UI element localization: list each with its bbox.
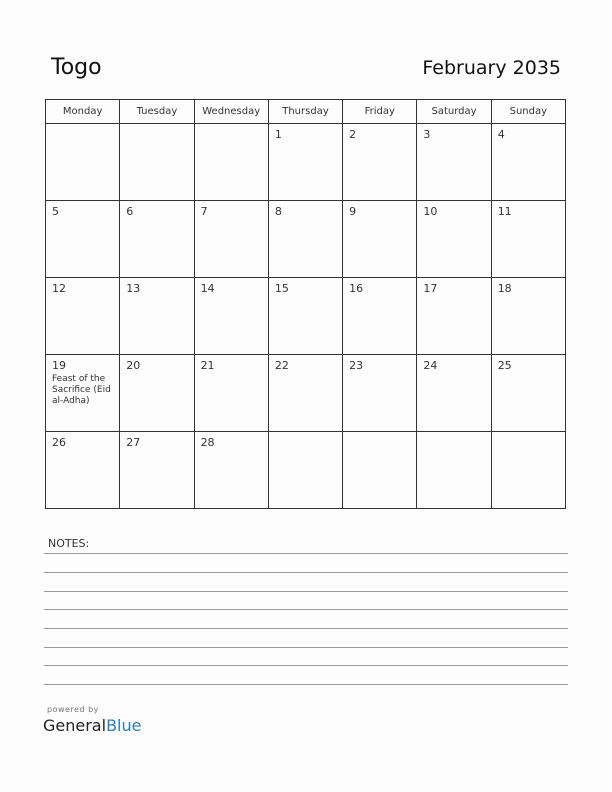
day-number: 10 (423, 205, 438, 218)
day-number: 20 (126, 359, 141, 372)
day-number: 19 (52, 359, 66, 372)
weekday-header: Sunday (491, 100, 565, 124)
day-cell (343, 432, 417, 509)
day-cell (46, 355, 120, 432)
day-cell (46, 201, 120, 278)
week-row (46, 278, 566, 355)
day-cell (268, 355, 342, 432)
weekday-header: Friday (343, 100, 417, 124)
day-number: 27 (126, 436, 141, 449)
weekday-header-row (46, 100, 566, 124)
day-cell (417, 201, 491, 278)
notes-line (44, 609, 568, 610)
logo-blue-text: Blue (106, 716, 142, 735)
weekday-header: Thursday (268, 100, 342, 124)
day-cell (46, 432, 120, 509)
day-number: 15 (274, 282, 289, 295)
day-cell (491, 432, 565, 509)
day-cell (417, 432, 491, 509)
weekday-header: Tuesday (120, 100, 194, 124)
day-cell (194, 201, 268, 278)
calendar-month-title: February 2035 (422, 57, 561, 79)
day-number (492, 432, 565, 436)
notes-line (44, 628, 568, 629)
day-number: 9 (349, 205, 357, 218)
holiday-label: Feast of the Sacrifice (Eid al-Adha) (52, 374, 111, 406)
notes-line (44, 572, 568, 573)
day-number: 6 (126, 205, 134, 218)
day-cell (194, 355, 268, 432)
week-row (46, 124, 566, 201)
day-number (195, 124, 268, 128)
day-cell (491, 355, 565, 432)
day-cell (120, 124, 194, 201)
day-number (120, 124, 193, 128)
notes-line (44, 684, 568, 685)
day-number: 8 (274, 205, 282, 218)
day-number: 2 (349, 128, 357, 141)
notes-line (44, 665, 568, 666)
day-number: 17 (423, 282, 438, 295)
day-cell (491, 124, 565, 201)
day-number: 3 (423, 128, 431, 141)
weekday-header: Monday (46, 100, 120, 124)
day-number: 14 (200, 282, 215, 295)
day-number (46, 124, 119, 128)
day-cell (194, 432, 268, 509)
day-cell (120, 355, 194, 432)
day-cell (417, 278, 491, 355)
weekday-header: Saturday (417, 100, 491, 124)
day-cell (343, 124, 417, 201)
day-number: 23 (349, 359, 364, 372)
day-number: 16 (349, 282, 364, 295)
day-cell (120, 278, 194, 355)
day-number: 26 (52, 436, 66, 449)
day-cell (417, 124, 491, 201)
day-cell (268, 278, 342, 355)
day-cell (343, 278, 417, 355)
day-number: 21 (200, 359, 215, 372)
day-number: 25 (497, 359, 512, 372)
day-number: 11 (497, 205, 512, 218)
day-number (417, 432, 490, 436)
week-row (46, 432, 566, 509)
notes-line (44, 647, 568, 648)
weekday-header: Wednesday (194, 100, 268, 124)
week-row (46, 201, 566, 278)
notes-label: NOTES: (48, 537, 90, 550)
notes-line (44, 591, 568, 592)
calendar-grid (45, 99, 566, 509)
day-cell (417, 355, 491, 432)
day-number (343, 432, 416, 436)
calendar-country-title: Togo (51, 55, 102, 80)
day-cell (194, 278, 268, 355)
day-cell (268, 432, 342, 509)
week-row (46, 355, 566, 432)
day-cell (343, 201, 417, 278)
day-cell (268, 124, 342, 201)
day-number: 13 (126, 282, 141, 295)
notes-line (44, 553, 568, 554)
day-number: 1 (274, 128, 282, 141)
powered-by-text: powered by (47, 705, 99, 714)
day-number: 24 (423, 359, 438, 372)
day-cell (120, 201, 194, 278)
day-cell (343, 355, 417, 432)
day-cell (268, 201, 342, 278)
day-cell (491, 278, 565, 355)
day-number: 12 (52, 282, 66, 295)
day-cell (120, 432, 194, 509)
day-number: 4 (497, 128, 505, 141)
day-number: 22 (274, 359, 289, 372)
day-number: 18 (497, 282, 512, 295)
day-number: 7 (200, 205, 208, 218)
day-cell (491, 201, 565, 278)
day-cell (194, 124, 268, 201)
day-number: 5 (52, 205, 59, 218)
logo-general-text: General (43, 716, 107, 735)
day-number: 28 (200, 436, 215, 449)
generalblue-logo (43, 716, 141, 735)
day-number (269, 432, 342, 436)
day-cell (46, 278, 120, 355)
day-cell (46, 124, 120, 201)
